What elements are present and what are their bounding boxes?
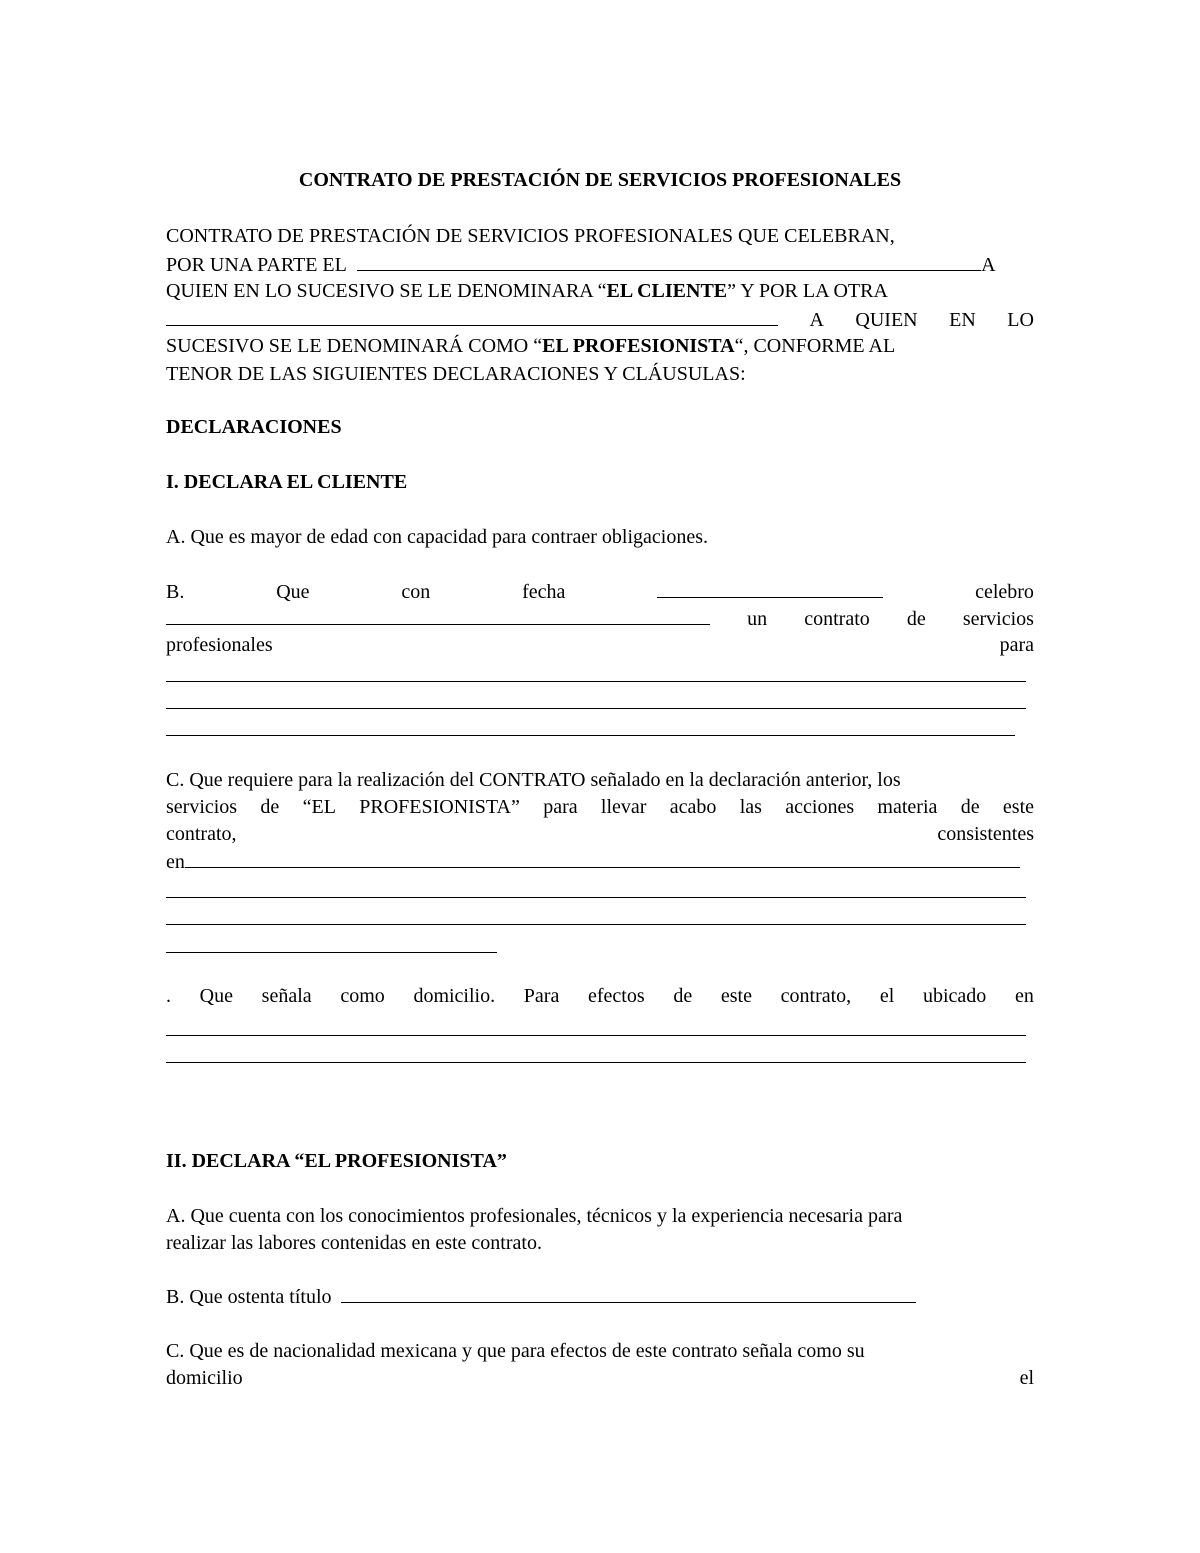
declaration-word: para xyxy=(999,634,1034,656)
intro-line-5 xyxy=(166,332,1034,360)
professional-name-blank[interactable] xyxy=(166,305,778,326)
declaration-word: efectos xyxy=(588,985,645,1007)
declaration-word: contrato, xyxy=(780,985,852,1007)
services-blank[interactable] xyxy=(185,847,1020,868)
declaration-word: consistentes xyxy=(937,823,1034,845)
declaration-word: en xyxy=(166,851,185,873)
address-blank-line[interactable] xyxy=(166,1062,1026,1063)
declaration-word: acciones xyxy=(785,796,855,818)
declaration-word: ubicado xyxy=(922,985,987,1007)
declaration-1c-line-1: C. Que requiere para la realización del CONTRATO señalado en la declaración anterior, los xyxy=(166,769,901,791)
declaration-word: fecha xyxy=(522,581,566,603)
declaration-1c-line-2 xyxy=(166,793,1034,821)
services-blank-line[interactable] xyxy=(166,897,1026,898)
intro-text: POR UNA PARTE EL xyxy=(166,254,347,276)
section-1-heading: I. DECLARA EL CLIENTE xyxy=(166,471,408,493)
el-cliente-term: EL CLIENTE xyxy=(606,280,728,302)
intro-text: A xyxy=(981,254,996,276)
declaration-word: . xyxy=(166,985,171,1007)
purpose-blank-line[interactable] xyxy=(166,708,1026,709)
declaration-word: de xyxy=(673,985,693,1007)
declaration-word: celebro xyxy=(975,581,1034,603)
title-blank[interactable] xyxy=(341,1282,916,1303)
declaration-word: materia xyxy=(877,796,938,818)
intro-text: “, CONFORME AL xyxy=(734,335,896,357)
client-name-blank[interactable] xyxy=(357,250,981,271)
declaration-word: domicilio xyxy=(166,1367,243,1389)
declaration-word: para xyxy=(543,796,578,818)
address-blank-line[interactable] xyxy=(166,1035,1026,1036)
declaration-word: de xyxy=(906,608,926,630)
declaration-1b-line-2 xyxy=(166,604,1034,632)
declaration-word: de xyxy=(960,796,980,818)
declaration-2a-line-2: realizar las labores contenidas en este contrato. xyxy=(166,1232,542,1254)
declaration-word: Que xyxy=(276,581,310,603)
declaration-1b-line-3 xyxy=(166,631,1034,659)
services-blank-line[interactable] xyxy=(166,924,1026,925)
intro-line-6: TENOR DE LAS SIGUIENTES DECLARACIONES Y CLÁUSULAS: xyxy=(166,363,746,385)
declaration-word: las xyxy=(739,796,762,818)
declaration-2b xyxy=(166,1282,1034,1310)
declaration-word: como xyxy=(340,985,385,1007)
services-blank-line[interactable] xyxy=(166,952,497,953)
intro-word: QUIEN xyxy=(855,309,918,331)
declaration-2c-line-2 xyxy=(166,1364,1034,1392)
declaration-word: acabo xyxy=(669,796,717,818)
declaration-word: con xyxy=(401,581,431,603)
declaration-1b-line-1 xyxy=(166,577,1034,605)
declaration-word: en xyxy=(1014,985,1034,1007)
declaration-word: el xyxy=(1019,1367,1034,1389)
declaration-word: contrato xyxy=(804,608,870,630)
section-2-heading: II. DECLARA “EL PROFESIONISTA” xyxy=(166,1150,507,1172)
declaraciones-heading: DECLARACIONES xyxy=(166,416,342,438)
declaration-1d-line-1 xyxy=(166,982,1034,1010)
declaration-word: un xyxy=(747,608,768,630)
declaration-word: domicilio. xyxy=(413,985,496,1007)
declaration-word: B. xyxy=(166,581,185,603)
document-title: CONTRATO DE PRESTACIÓN DE SERVICIOS PROFESIONALES xyxy=(298,169,902,191)
declaration-word: este xyxy=(720,985,752,1007)
intro-word: LO xyxy=(1007,309,1034,331)
declaration-word: “EL xyxy=(302,796,336,818)
declaration-word: Para xyxy=(523,985,560,1007)
declaration-text: B. Que ostenta título xyxy=(166,1286,332,1308)
purpose-blank-line[interactable] xyxy=(166,681,1026,682)
declaration-word: señala xyxy=(261,985,312,1007)
declaration-1a: A. Que es mayor de edad con capacidad para contraer obligaciones. xyxy=(166,526,708,548)
declaration-1c-line-4 xyxy=(166,847,1034,875)
declaration-word: este xyxy=(1002,796,1034,818)
intro-text: QUIEN EN LO SUCESIVO SE LE DENOMINARA “ xyxy=(166,280,607,302)
intro-line-3 xyxy=(166,277,1034,305)
intro-text: ” Y POR LA OTRA xyxy=(727,280,888,302)
declaration-word: de xyxy=(260,796,280,818)
declaration-2c-line-1: C. Que es de nacionalidad mexicana y que para efectos de este contrato señala como su xyxy=(166,1340,865,1362)
declaration-word: llevar xyxy=(600,796,647,818)
intro-line-1: CONTRATO DE PRESTACIÓN DE SERVICIOS PROFESIONALES QUE CELEBRAN, xyxy=(166,225,895,247)
declaration-word: el xyxy=(879,985,895,1007)
el-profesionista-term: EL PROFESIONISTA xyxy=(542,335,735,357)
declaration-word: PROFESIONISTA” xyxy=(359,796,520,818)
declaration-word: servicios xyxy=(166,796,238,818)
intro-word: EN xyxy=(949,309,976,331)
intro-line-2 xyxy=(166,250,1034,278)
declaration-word: contrato, xyxy=(166,823,237,845)
intro-line-4 xyxy=(166,305,1034,333)
date-blank[interactable] xyxy=(657,577,883,598)
counterparty-blank[interactable] xyxy=(166,604,710,625)
declaration-word: servicios xyxy=(962,608,1034,630)
declaration-1c-line-3 xyxy=(166,820,1034,848)
intro-text: SUCESIVO SE LE DENOMINARÁ COMO “ xyxy=(166,335,543,357)
declaration-word: Que xyxy=(199,985,233,1007)
purpose-blank-line[interactable] xyxy=(166,735,1015,736)
declaration-2a-line-1: A. Que cuenta con los conocimientos profesionales, técnicos y la experiencia necesaria para xyxy=(166,1205,903,1227)
intro-word: A xyxy=(809,309,824,331)
declaration-word: profesionales xyxy=(166,634,273,656)
